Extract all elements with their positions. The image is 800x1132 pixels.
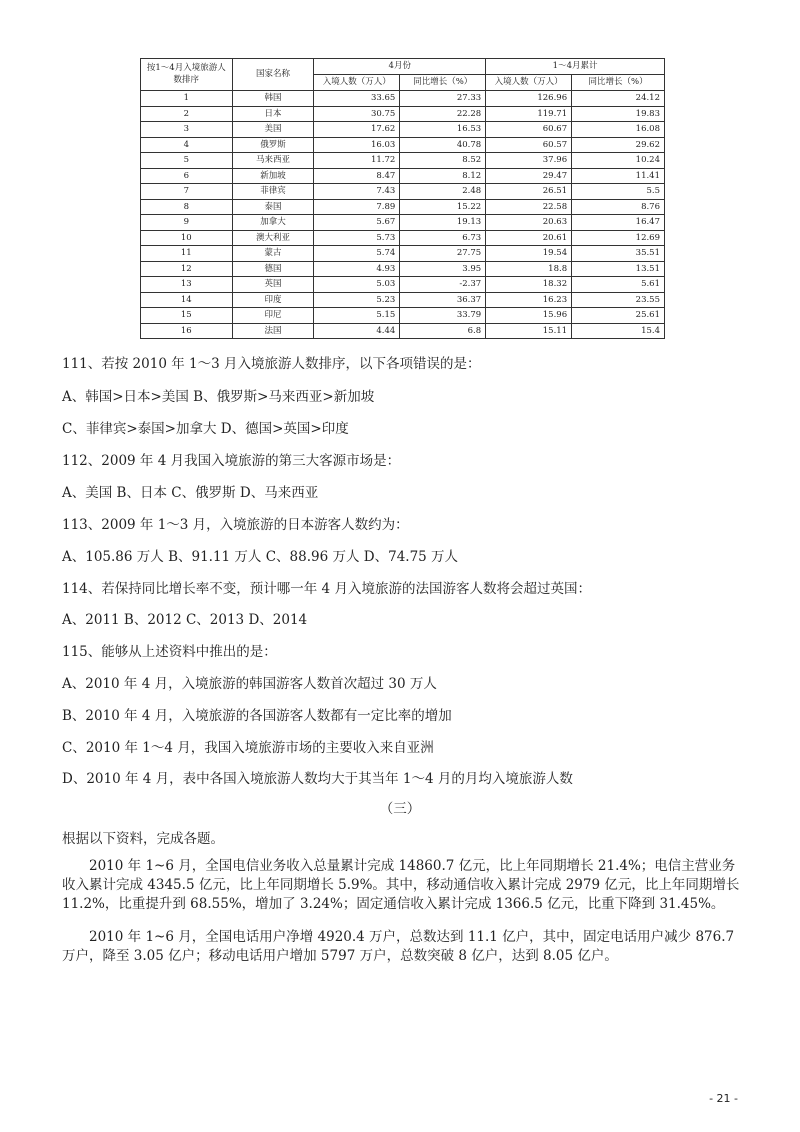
cell-cum-arrivals: 19.54 [486, 246, 572, 262]
cell-rank: 15 [141, 308, 233, 324]
cell-apr-arrivals: 5.15 [314, 308, 400, 324]
cell-cum-growth: 13.51 [572, 261, 665, 277]
question-111-options-2: C、菲律宾>泰国>加拿大 D、德国>英国>印度 [62, 421, 349, 437]
table-row [141, 137, 665, 153]
cell-apr-growth: 22.28 [400, 106, 486, 122]
cell-rank: 10 [141, 230, 233, 246]
header-april: 4月份 [314, 59, 486, 75]
cell-cum-arrivals: 22.58 [486, 199, 572, 215]
cell-cum-growth: 10.24 [572, 153, 665, 169]
cell-cum-growth: 29.62 [572, 137, 665, 153]
table-row [141, 153, 665, 169]
question-113-stem: 113、2009 年 1～3 月，入境旅游的日本游客人数约为： [62, 517, 409, 533]
question-111-stem: 111、若按 2010 年 1～3 月入境旅游人数排序，以下各项错误的是： [62, 356, 481, 372]
cell-country: 马来西亚 [232, 153, 314, 169]
cell-apr-growth: 8.52 [400, 153, 486, 169]
cell-apr-arrivals: 33.65 [314, 91, 400, 107]
question-114-options: A、2011 B、2012 C、2013 D、2014 [62, 612, 308, 628]
cell-country: 泰国 [232, 199, 314, 215]
header-cum-arrivals: 入境人数（万人） [486, 75, 572, 91]
cell-rank: 1 [141, 91, 233, 107]
cell-apr-growth: 2.48 [400, 184, 486, 200]
cell-apr-growth: 36.37 [400, 292, 486, 308]
cell-apr-growth: 6.8 [400, 323, 486, 339]
cell-country: 美国 [232, 122, 314, 138]
cell-apr-growth: 40.78 [400, 137, 486, 153]
cell-rank: 7 [141, 184, 233, 200]
cell-country: 俄罗斯 [232, 137, 314, 153]
cell-cum-growth: 23.55 [572, 292, 665, 308]
cell-apr-arrivals: 4.44 [314, 323, 400, 339]
table-row [141, 292, 665, 308]
question-112-stem: 112、2009 年 4 月我国入境旅游的第三大客源市场是： [62, 453, 401, 469]
question-115-option-a: A、2010 年 4 月，入境旅游的韩国游客人数首次超过 30 万人 [62, 676, 437, 692]
cell-cum-arrivals: 29.47 [486, 168, 572, 184]
cell-apr-arrivals: 4.93 [314, 261, 400, 277]
cell-country: 澳大利亚 [232, 230, 314, 246]
cell-apr-growth: 6.73 [400, 230, 486, 246]
cell-rank: 11 [141, 246, 233, 262]
cell-cum-arrivals: 15.11 [486, 323, 572, 339]
cell-apr-growth: -2.37 [400, 277, 486, 293]
cell-cum-arrivals: 20.61 [486, 230, 572, 246]
cell-apr-growth: 16.53 [400, 122, 486, 138]
question-115-stem: 115、能够从上述资料中推出的是： [62, 644, 277, 660]
table-row [141, 246, 665, 262]
cell-apr-arrivals: 5.67 [314, 215, 400, 231]
cell-apr-arrivals: 11.72 [314, 153, 400, 169]
cell-cum-arrivals: 16.23 [486, 292, 572, 308]
cell-apr-growth: 27.75 [400, 246, 486, 262]
cell-cum-growth: 8.76 [572, 199, 665, 215]
cell-apr-arrivals: 7.43 [314, 184, 400, 200]
paragraph-2: 2010 年 1~6 月，全国电话用户净增 4920.4 万户，总数达到 11.1 亿户，其中，固定电话用户减少 876.7 万户，降至 3.05 亿户；移动电话用户增加 5797 万户，总数突破 8 亿户，达到 8.05 亿户。 [62, 929, 735, 964]
page-number: - 21 - [709, 1092, 738, 1105]
cell-rank: 14 [141, 292, 233, 308]
question-115-option-d: D、2010 年 4 月，表中各国入境旅游人数均大于其当年 1～4 月的月均入境旅游人数 [62, 771, 573, 787]
cell-country: 菲律宾 [232, 184, 314, 200]
question-115-option-b: B、2010 年 4 月，入境旅游的各国游客人数都有一定比率的增加 [62, 708, 452, 724]
cell-cum-arrivals: 15.96 [486, 308, 572, 324]
cell-cum-arrivals: 126.96 [486, 91, 572, 107]
section-intro: 根据以下资料，完成各题。 [62, 831, 224, 847]
cell-cum-growth: 24.12 [572, 91, 665, 107]
cell-rank: 2 [141, 106, 233, 122]
table-row [141, 199, 665, 215]
table-row [141, 91, 665, 107]
cell-apr-growth: 3.95 [400, 261, 486, 277]
cell-rank: 13 [141, 277, 233, 293]
cell-country: 印尼 [232, 308, 314, 324]
header-cum-growth: 同比增长（%） [572, 75, 665, 91]
table-row [141, 323, 665, 339]
cell-country: 韩国 [232, 91, 314, 107]
cell-rank: 6 [141, 168, 233, 184]
cell-country: 印度 [232, 292, 314, 308]
cell-cum-growth: 5.5 [572, 184, 665, 200]
question-111-options-1: A、韩国>日本>美国 B、俄罗斯>马来西亚>新加坡 [62, 389, 375, 405]
table-row [141, 122, 665, 138]
cell-apr-arrivals: 30.75 [314, 106, 400, 122]
cell-apr-arrivals: 7.89 [314, 199, 400, 215]
cell-cum-growth: 11.41 [572, 168, 665, 184]
cell-cum-growth: 16.08 [572, 122, 665, 138]
cell-cum-growth: 19.83 [572, 106, 665, 122]
cell-apr-arrivals: 5.73 [314, 230, 400, 246]
cell-cum-arrivals: 60.57 [486, 137, 572, 153]
paragraph-1: 2010 年 1~6 月，全国电信业务收入总量累计完成 14860.7 亿元，比上年同期增长 21.4%；电信主营业务收入累计完成 4345.5 亿元，比上年同期增长 5.9%。其中，移动通信收入累计完成 2979 亿元，比上年同期增长 11.2%，比重提升到 68.55%，增加了 3.24%；固定通信收入累计完成 1366.5 亿元，比重下降到 31.45%。 [62, 858, 740, 912]
header-cumulative: 1～4月累计 [486, 59, 665, 75]
table-row [141, 106, 665, 122]
cell-rank: 16 [141, 323, 233, 339]
table-row [141, 308, 665, 324]
cell-apr-arrivals: 5.74 [314, 246, 400, 262]
cell-apr-arrivals: 5.23 [314, 292, 400, 308]
cell-cum-arrivals: 37.96 [486, 153, 572, 169]
cell-apr-growth: 8.12 [400, 168, 486, 184]
table-row [141, 230, 665, 246]
cell-rank: 4 [141, 137, 233, 153]
cell-rank: 9 [141, 215, 233, 231]
table-row [141, 215, 665, 231]
table-row [141, 261, 665, 277]
cell-cum-growth: 35.51 [572, 246, 665, 262]
cell-cum-growth: 16.47 [572, 215, 665, 231]
question-114-stem: 114、若保持同比增长率不变，预计哪一年 4 月入境旅游的法国游客人数将会超过英国： [62, 581, 591, 597]
header-apr-arrivals: 入境人数（万人） [314, 75, 400, 91]
cell-rank: 3 [141, 122, 233, 138]
cell-country: 英国 [232, 277, 314, 293]
cell-country: 新加坡 [232, 168, 314, 184]
question-115-option-c: C、2010 年 1～4 月，我国入境旅游市场的主要收入来自亚洲 [62, 740, 434, 756]
cell-cum-arrivals: 119.71 [486, 106, 572, 122]
tourism-table [140, 58, 665, 339]
cell-cum-arrivals: 18.8 [486, 261, 572, 277]
cell-apr-growth: 19.13 [400, 215, 486, 231]
cell-cum-arrivals: 60.67 [486, 122, 572, 138]
cell-apr-arrivals: 5.03 [314, 277, 400, 293]
cell-apr-arrivals: 8.47 [314, 168, 400, 184]
question-112-options: A、美国 B、日本 C、俄罗斯 D、马来西亚 [62, 485, 319, 501]
cell-apr-arrivals: 16.03 [314, 137, 400, 153]
cell-country: 加拿大 [232, 215, 314, 231]
cell-cum-growth: 5.61 [572, 277, 665, 293]
table-row [141, 184, 665, 200]
cell-apr-growth: 27.33 [400, 91, 486, 107]
header-apr-growth: 同比增长（%） [400, 75, 486, 91]
table-row [141, 168, 665, 184]
cell-rank: 12 [141, 261, 233, 277]
cell-apr-growth: 15.22 [400, 199, 486, 215]
table-row [141, 277, 665, 293]
cell-cum-arrivals: 18.32 [486, 277, 572, 293]
cell-apr-growth: 33.79 [400, 308, 486, 324]
header-rank: 按1～4月入境旅游人数排序 [141, 59, 233, 91]
cell-cum-arrivals: 20.63 [486, 215, 572, 231]
cell-country: 日本 [232, 106, 314, 122]
cell-cum-growth: 12.69 [572, 230, 665, 246]
cell-cum-arrivals: 26.51 [486, 184, 572, 200]
cell-cum-growth: 25.61 [572, 308, 665, 324]
cell-cum-growth: 15.4 [572, 323, 665, 339]
cell-rank: 8 [141, 199, 233, 215]
cell-country: 蒙古 [232, 246, 314, 262]
cell-rank: 5 [141, 153, 233, 169]
header-country: 国家名称 [232, 59, 314, 91]
cell-apr-arrivals: 17.62 [314, 122, 400, 138]
section-title: （三） [379, 801, 421, 817]
cell-country: 德国 [232, 261, 314, 277]
question-113-options: A、105.86 万人 B、91.11 万人 C、88.96 万人 D、74.75 万人 [62, 549, 459, 565]
cell-country: 法国 [232, 323, 314, 339]
